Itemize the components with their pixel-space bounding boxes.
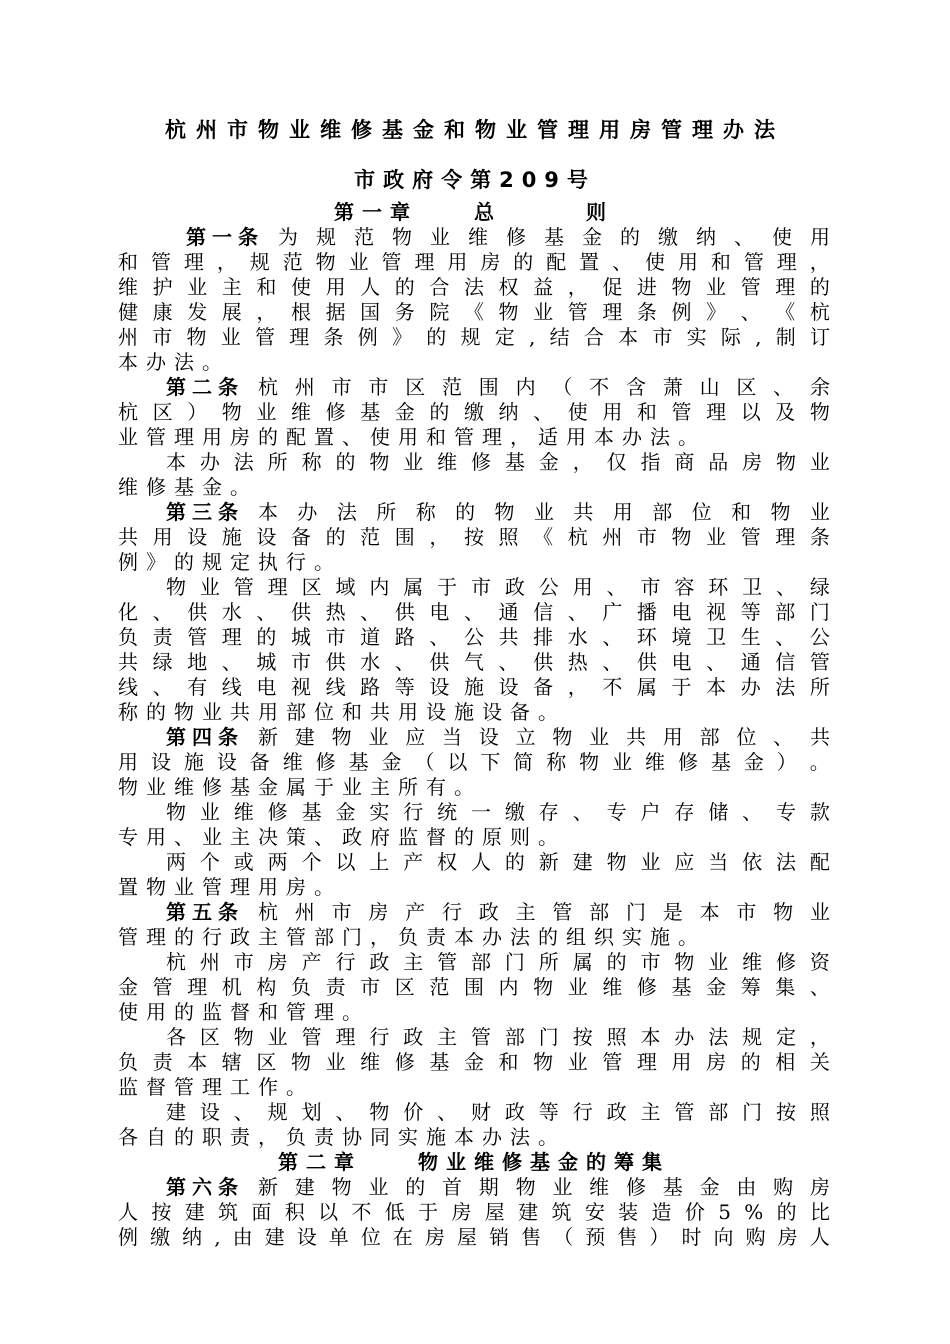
text-line <box>118 1075 830 1100</box>
text-line <box>118 650 830 675</box>
line-text: 新 建 物 业 应 当 设 立 物 业 共 用 部 位 、 共 <box>258 725 830 749</box>
article-number: 第一条 <box>186 225 264 249</box>
text-line <box>118 1125 830 1150</box>
text-line <box>118 675 830 700</box>
text-line <box>118 975 830 1000</box>
line-text: 称的物业共用部位和共用设施设备。 <box>118 700 566 724</box>
line-text: 本办法。 <box>118 350 230 374</box>
line-text: 本 办 法 所 称 的 物 业 维 修 基 金 ， 仅 指 商 品 房 物 业 <box>166 450 830 474</box>
line-text: 负 责 本 辖 区 物 业 维 修 基 金 和 物 业 管 理 用 房 的 相 关 <box>118 1050 830 1074</box>
document-title: 杭州市物业维修基金和物业管理用房管理办法 <box>165 118 785 142</box>
text-line <box>118 1000 830 1025</box>
line-text: 化 、 供 水 、 供 热 、 供 电 、 通 信 、 广 播 电 视 等 部 门 <box>118 600 830 624</box>
line-text: 杭 州 市 房 产 行 政 主 管 部 门 是 本 市 物 业 <box>258 900 830 924</box>
text-line <box>118 225 830 250</box>
line-text: 物业维修基金属于业主所有。 <box>118 775 482 799</box>
line-text: 用 设 施 设 备 维 修 基 金 （ 以 下 简 称 物 业 维 修 基 金 ） 。 <box>118 750 830 774</box>
text-line <box>118 300 830 325</box>
line-text: 杭 州 市 房 产 行 政 主 管 部 门 所 属 的 市 物 业 维 修 资 <box>166 950 830 974</box>
line-text: 维 护 业 主 和 使 用 人 的 合 法 权 益 ， 促 进 物 业 管 理 的 <box>118 275 830 299</box>
text-line <box>118 800 830 825</box>
text-line <box>118 425 830 450</box>
line-text: 物 业 管 理 区 域 内 属 于 市 政 公 用 、 市 容 环 卫 、 绿 <box>166 575 830 599</box>
chapter-heading: 第二章 物业维修基金的筹集 <box>278 1150 670 1174</box>
line-text: 使用的监督和管理。 <box>118 1000 370 1024</box>
text-line <box>118 1175 830 1200</box>
text-line <box>118 1025 830 1050</box>
text-line <box>118 575 830 600</box>
line-text: 健 康 发 展 ， 根 据 国 务 院 《 物 业 管 理 条 例 》 、 《 杭 <box>118 300 830 324</box>
line-text: 两 个 或 两 个 以 上 产 权 人 的 新 建 物 业 应 当 依 法 配 <box>166 850 830 874</box>
line-text: 线 、 有 线 电 视 线 路 等 设 施 设 备 ， 不 属 于 本 办 法 所 <box>118 675 830 699</box>
text-line <box>118 1200 830 1225</box>
line-text: 和 管 理 ， 规 范 物 业 管 理 用 房 的 配 置 、 使 用 和 管 理 ， <box>118 250 830 274</box>
line-text: 本 办 法 所 称 的 物 业 共 用 部 位 和 物 业 <box>258 500 830 524</box>
article-number: 第三条 <box>166 500 244 524</box>
text-line <box>118 725 830 750</box>
line-text: 建 设 、 规 划 、 物 价 、 财 政 等 行 政 主 管 部 门 按 照 <box>166 1100 830 1124</box>
text-line <box>118 525 830 550</box>
text-line <box>118 350 830 375</box>
line-text: 州 市 物 业 管 理 条 例 》 的 规 定 , 结 合 本 市 实 际 , 制 订 <box>118 325 830 349</box>
line-text: 共 绿 地 、 城 市 供 水 、 供 气 、 供 热 、 供 电 、 通 信 管 <box>118 650 830 674</box>
text-line <box>118 825 830 850</box>
line-text: 维修基金。 <box>118 475 258 499</box>
text-line <box>118 875 830 900</box>
document-body <box>118 200 830 1250</box>
text-line <box>118 1050 830 1075</box>
text-line <box>118 950 830 975</box>
text-line <box>118 850 830 875</box>
line-text: 各 区 物 业 管 理 行 政 主 管 部 门 按 照 本 办 法 规 定 ， <box>166 1025 830 1049</box>
text-line <box>118 475 830 500</box>
line-text: 例》的规定执行。 <box>118 550 342 574</box>
line-text: 杭 州 市 市 区 范 围 内 （ 不 含 萧 山 区 、 余 <box>258 375 830 399</box>
line-text: 人 按 建 筑 面 积 以 不 低 于 房 屋 建 筑 安 装 造 价 5 % 的 比 <box>118 1200 830 1224</box>
text-line <box>118 900 830 925</box>
text-line <box>118 625 830 650</box>
line-text: 业管理用房的配置、使用和管理，适用本办法。 <box>118 425 706 449</box>
line-text: 例 缴 纳 , 由 建 设 单 位 在 房 屋 销 售 （ 预 售 ） 时 向 购 房 人 <box>118 1225 830 1249</box>
text-line <box>118 600 830 625</box>
text-line <box>118 550 830 575</box>
line-text: 各自的职责，负责协同实施本办法。 <box>118 1125 566 1149</box>
line-text: 专用、业主决策、政府监督的原则。 <box>118 825 566 849</box>
line-text: 监督管理工作。 <box>118 1075 314 1099</box>
line-text: 金 管 理 机 构 负 责 市 区 范 围 内 物 业 维 修 基 金 筹 集 、 <box>118 975 830 999</box>
text-line <box>118 250 830 275</box>
chapter-heading: 第一章 总 则 <box>334 200 614 224</box>
line-text: 新 建 物 业 的 首 期 物 业 维 修 基 金 由 购 房 <box>258 1175 830 1199</box>
text-line <box>118 275 830 300</box>
text-line <box>118 1100 830 1125</box>
decree-number: 市政府令第209号 <box>354 168 596 192</box>
line-text: 共 用 设 施 设 备 的 范 围 ， 按 照 《 杭 州 市 物 业 管 理 条 <box>118 525 830 549</box>
text-line <box>118 700 830 725</box>
article-number: 第四条 <box>166 725 244 749</box>
article-number: 第二条 <box>166 375 244 399</box>
line-text: 置物业管理用房。 <box>118 875 342 899</box>
article-number: 第六条 <box>166 1175 244 1199</box>
text-line <box>118 325 830 350</box>
line-text: 管理的行政主管部门，负责本办法的组织实施。 <box>118 925 706 949</box>
text-line <box>118 775 830 800</box>
line-text: 物 业 维 修 基 金 实 行 统 一 缴 存 、 专 户 存 储 、 专 款 <box>166 800 830 824</box>
line-text: 负 责 管 理 的 城 市 道 路 、 公 共 排 水 、 环 境 卫 生 、 公 <box>118 625 830 649</box>
line-text: 为 规 范 物 业 维 修 基 金 的 缴 纳 、 使 用 <box>278 225 830 249</box>
text-line <box>118 925 830 950</box>
article-number: 第五条 <box>166 900 244 924</box>
line-text: 杭 区 ） 物 业 维 修 基 金 的 缴 纳 、 使 用 和 管 理 以 及 物 <box>118 400 830 424</box>
text-line <box>118 450 830 475</box>
text-line <box>118 400 830 425</box>
text-line <box>118 375 830 400</box>
text-line <box>118 1225 830 1250</box>
text-line <box>118 500 830 525</box>
text-line <box>118 750 830 775</box>
